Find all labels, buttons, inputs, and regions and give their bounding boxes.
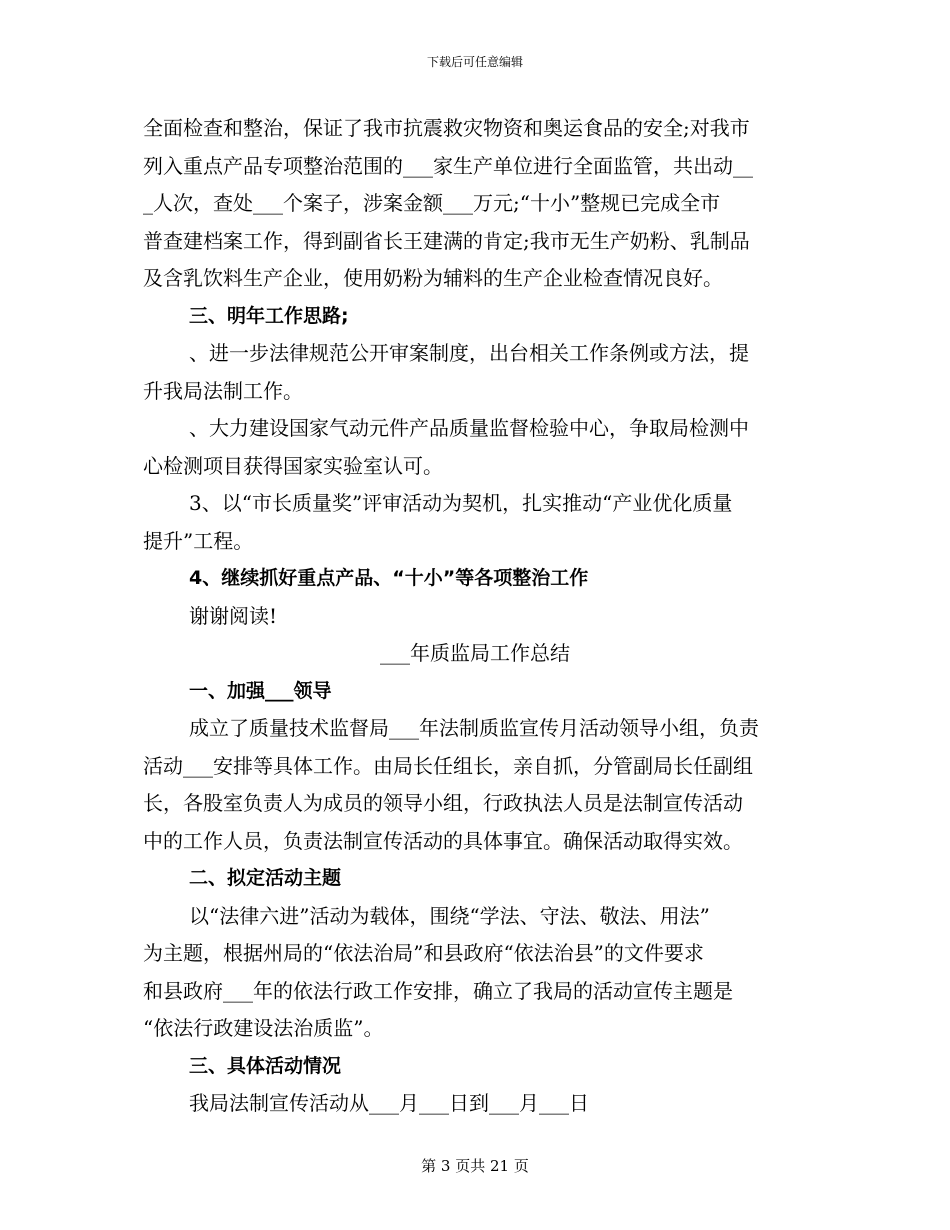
section-heading: 三、明年工作思路;	[189, 304, 349, 327]
body-line: 长，各股室负责人为成员的领导小组，行政执法人员是法制宣传活动	[143, 791, 743, 815]
body-line: 提升”工程。	[143, 528, 254, 553]
body-line: 3、以“市长质量奖”评审活动为契机，扎实推动“产业优化质量	[189, 491, 733, 515]
body-line: “依法行政建设法治质监”。	[143, 1016, 384, 1040]
body-line: 成立了质量技术监督局___年法制质监宣传月活动领导小组，负责	[189, 716, 759, 740]
body-line: 、大力建设国家气动元件产品质量监督检验中心，争取局检测中	[189, 416, 749, 440]
section-heading: 三、具体活动情况	[189, 1054, 342, 1077]
body-line: _人次，查处___个案子，涉案金额___万元;“十小”整规已完成全市	[143, 191, 721, 215]
body-line: 升我局法制工作。	[143, 378, 303, 403]
page-number: 第 3 页共 21 页	[421, 1157, 529, 1175]
body-line: 中的工作人员，负责法制宣传活动的具体事宜。确保活动取得实效。	[143, 828, 743, 853]
section-heading: 二、拟定活动主题	[189, 867, 342, 889]
body-line: 心检测项目获得国家实验室认可。	[143, 453, 443, 478]
body-line: 全面检查和整治，保证了我市抗震救灾物资和奥运食品的安全;对我市	[143, 116, 750, 140]
body-line: 和县政府___年的依法行政工作安排，确立了我局的活动宣传主题是	[143, 978, 733, 1003]
body-line: 普查建档案工作，得到副省长王建满的肯定;我市无生产奶粉、乳制品	[143, 228, 750, 253]
body-line: 我局法制宣传活动从___月___日到___月___日	[189, 1091, 589, 1115]
document-body	[143, 110, 807, 1123]
body-line: 为主题，根据州局的“依法治局”和县政府“依法治县”的文件要求	[143, 941, 704, 965]
body-line: 列入重点产品专项整治范围的___家生产单位进行全面监管，共出动__	[143, 153, 753, 178]
document-title: ___年质监局工作总结	[380, 641, 570, 665]
body-line: 及含乳饮料生产企业，使用奶粉为辅料的生产企业检查情况良好。	[143, 266, 723, 290]
section-heading: 4、继续抓好重点产品、“十小”等各项整治工作	[189, 567, 589, 589]
body-line: 活动___安排等具体工作。由局长任组长，亲自抓，分管副局长任副组	[143, 753, 753, 778]
section-heading: 一、加强___领导	[189, 679, 332, 702]
body-line: 、进一步法律规范公开审案制度，出台相关工作条例或方法，提	[189, 341, 749, 365]
page-header: 下载后可任意编辑	[426, 55, 523, 69]
body-line: 谢谢阅读!	[189, 603, 278, 628]
body-line: 以“法律六进”活动为载体，围绕“学法、守法、敬法、用法”	[189, 903, 710, 928]
